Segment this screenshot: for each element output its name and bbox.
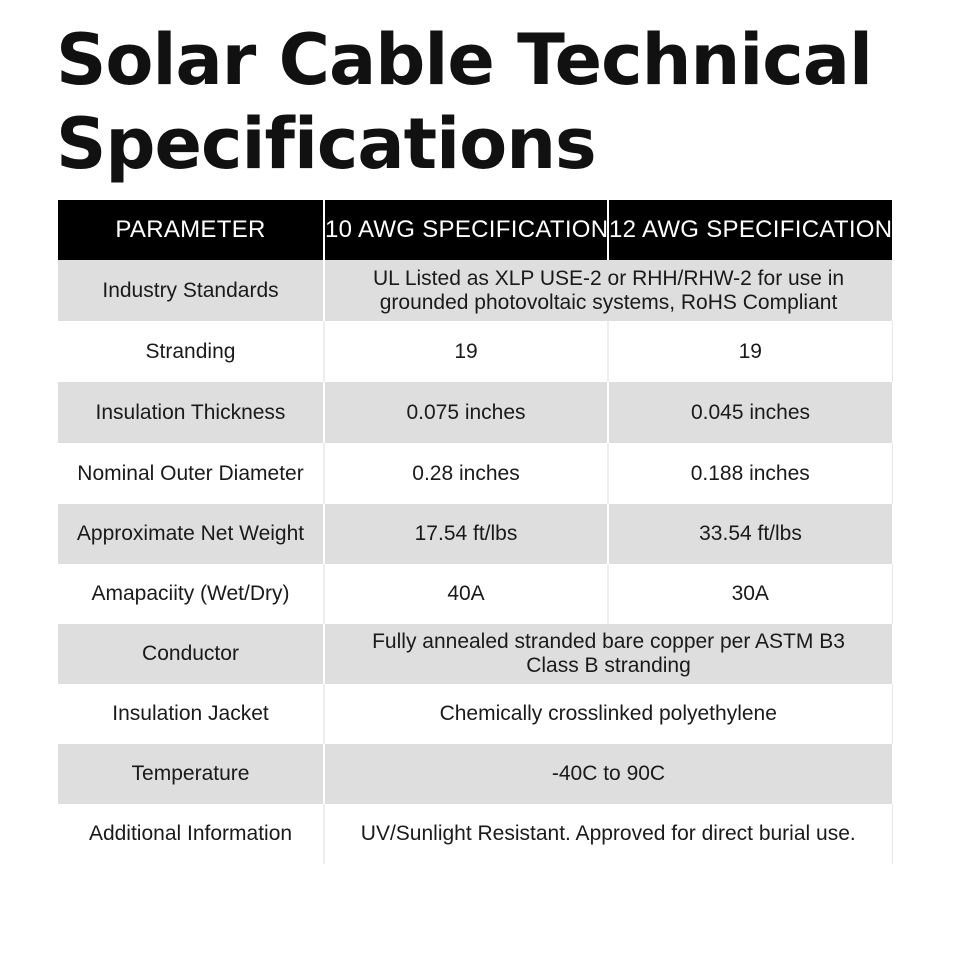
table-row xyxy=(58,260,892,321)
row-value-merged: -40C to 90C xyxy=(324,744,892,804)
row-value-10-awg: 17.54 ft/lbs xyxy=(324,504,608,564)
row-value-merged: UL Listed as XLP USE-2 or RHH/RHW-2 for use in grounded photovoltaic systems, RoHS Compliant xyxy=(324,260,892,321)
row-value-12-awg: 30A xyxy=(608,564,892,624)
row-label: Additional Information xyxy=(58,804,324,864)
row-value-12-awg: 33.54 ft/lbs xyxy=(608,504,892,564)
table-row xyxy=(58,321,892,382)
header-12-awg: 12 AWG SPECIFICATION xyxy=(608,200,892,260)
row-label: Insulation Jacket xyxy=(58,684,324,744)
row-label: Industry Standards xyxy=(58,260,324,321)
table-header-row xyxy=(58,200,892,260)
row-value-merged: Fully annealed stranded bare copper per ASTM B3 Class B stranding xyxy=(324,624,892,684)
table-row xyxy=(58,382,892,443)
row-value-10-awg: 19 xyxy=(324,321,608,382)
row-label: Temperature xyxy=(58,744,324,804)
table-row xyxy=(58,504,892,564)
header-10-awg: 10 AWG SPECIFICATION xyxy=(324,200,608,260)
table-row xyxy=(58,744,892,804)
table-row xyxy=(58,564,892,624)
row-label: Insulation Thickness xyxy=(58,382,324,443)
table-row xyxy=(58,624,892,684)
table-row xyxy=(58,443,892,504)
table-row xyxy=(58,804,892,864)
row-value-10-awg: 0.28 inches xyxy=(324,443,608,504)
row-label: Amapaciity (Wet/Dry) xyxy=(58,564,324,624)
page-title: Solar Cable Technical Specifications xyxy=(56,19,872,185)
spec-table xyxy=(58,200,893,864)
row-value-10-awg: 0.075 inches xyxy=(324,382,608,443)
row-value-12-awg: 19 xyxy=(608,321,892,382)
row-label: Nominal Outer Diameter xyxy=(58,443,324,504)
row-value-merged: Chemically crosslinked polyethylene xyxy=(324,684,892,744)
row-label: Approximate Net Weight xyxy=(58,504,324,564)
row-label: Stranding xyxy=(58,321,324,382)
row-value-merged: UV/Sunlight Resistant. Approved for direct burial use. xyxy=(324,804,892,864)
table-row xyxy=(58,684,892,744)
header-parameter: PARAMETER xyxy=(58,200,324,260)
row-value-10-awg: 40A xyxy=(324,564,608,624)
row-label: Conductor xyxy=(58,624,324,684)
row-value-12-awg: 0.188 inches xyxy=(608,443,892,504)
row-value-12-awg: 0.045 inches xyxy=(608,382,892,443)
